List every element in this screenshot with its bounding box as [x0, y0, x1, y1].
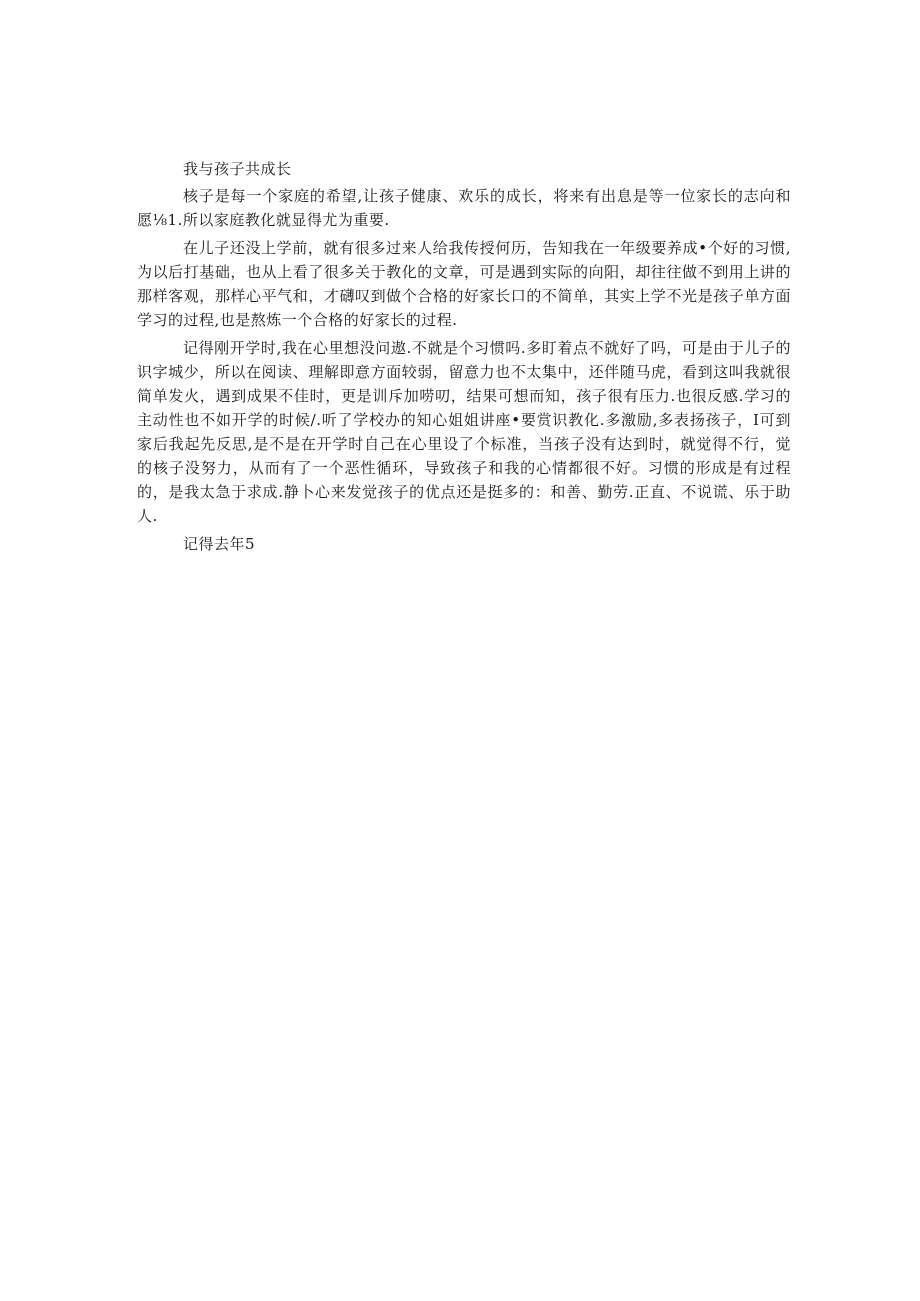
- paragraph-2: 在儿子还没上学前，就有很多过来人给我传授何历，告知我在一年级要养成•个好的习惯,为以后打基础，也从上看了很多关于教化的文章，可是遇到实际的向阳，却往往做不到用上讲的那样客观，那样心平气和，才礴叹到做个合格的好家长口的不简单，其实上学不光是孩子单方面学习的过程,也是熬炼一个合格的好家长的过程.: [137, 239, 791, 329]
- document-body: [137, 157, 791, 560]
- paragraph-3: 记得刚开学时,我在心里想没问遨.不就是个习惯吗.多盯着点不就好了吗，可是由于儿子的识字城少，所以在阅读、理解即意方面较弱，留意力也不太集中，还伴随马虎，看到这叫我就很简单发火，遇到成果不佳时，更是训斥加唠叨，结果可想而知，孩子很有压力.也很反感.学习的主动性也不如开学的时候/.听了学校办的知心姐姐讲座•要赏识教化.多激励,多表扬孩子，I可到家后我起先反思,是不是在开学时自己在心里设了个标准，当孩子没有达到时，就觉得不行，觉的核子没努力，从而有了一个恶性循环，导致孩子和我的心情都很不好。习惯的形成是有过程的，是我太急于求成.静卜心来发觉孩子的优点还是挺多的：和善、勤劳.正直、不说谎、乐于助人.: [137, 339, 791, 525]
- paragraph-1: 核子是每一个家庭的希望,让孩子健康、欢乐的成长，将来有出息是等一位家长的志向和愿⅛1.所以家庭教化就显得尤为重要.: [137, 187, 791, 229]
- document-title: 我与孩子共成长: [183, 160, 292, 178]
- paragraph-4: 记得去年5: [183, 535, 256, 553]
